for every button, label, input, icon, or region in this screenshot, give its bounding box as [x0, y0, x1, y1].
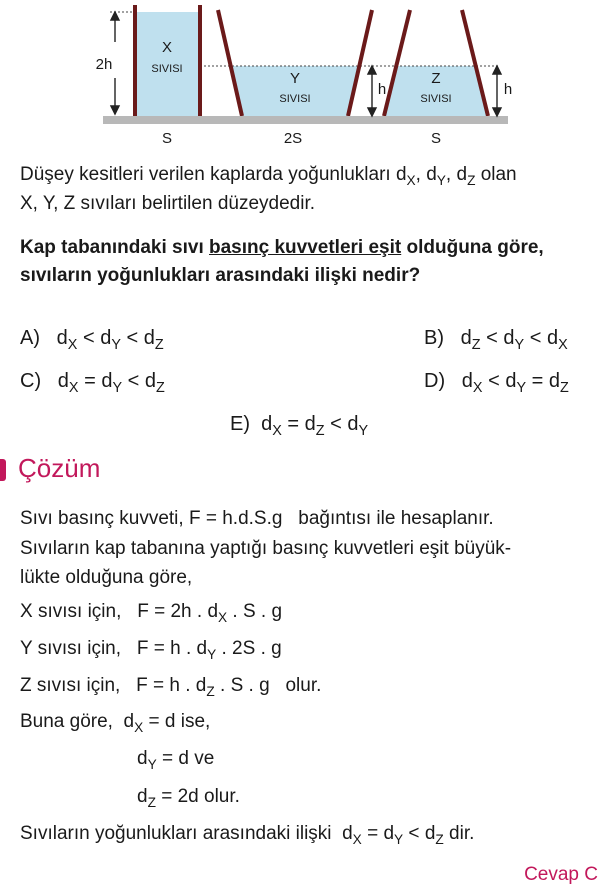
- solution-x-eq: X sıvısı için, F = 2h . $d_X$ . S . g: [20, 601, 283, 625]
- solution-z-eq: Z sıvısı için, F = h . $d_Z$ . S . g olur.: [20, 675, 322, 699]
- solution-dz: $d_Z = 2d$ olur.: [137, 786, 240, 810]
- y-container-right-wall: [348, 10, 372, 116]
- solution-y-eq: Y sıvısı için, F = h . $d_Y$ . 2S . g: [20, 638, 282, 662]
- base-z: S: [430, 130, 442, 147]
- x-liquid-word: SIVISI: [151, 63, 183, 75]
- solution-line1: Sıvı basınç kuvveti, F = h.d.S.g bağıntısı ile hesaplanır.: [20, 508, 494, 529]
- z-liquid-name: Z: [431, 70, 441, 87]
- label-h-z: h: [503, 81, 513, 98]
- y-container-left-wall: [218, 10, 242, 116]
- question-intro-line2: X, Y, Z sıvıları belirtilen düzeydedir.: [20, 193, 316, 214]
- solution-final: Sıvıların yoğunlukları arasındaki ilişki $d_X = d_Y < d_Z$ dir.: [20, 823, 475, 847]
- solution-line3: lükte olduğuna göre,: [20, 567, 193, 588]
- question-intro: Düşey kesitleri verilen kaplarda yoğunlukları $d_X$, $d_Y$, $d_Z$ olan: [20, 164, 517, 188]
- option-a[interactable]: A) $d_X < d_Y < d_Z$: [20, 327, 164, 354]
- containers-figure: [0, 0, 610, 150]
- y-liquid-name: Y: [289, 70, 301, 87]
- option-d[interactable]: D) $d_X < d_Y = d_Z$: [424, 370, 569, 397]
- y-liquid-word: SIVISI: [279, 93, 311, 105]
- x-liquid-name: X: [161, 39, 173, 56]
- question-prompt-line2: sıvıların yoğunlukları arasındaki ilişki nedir?: [20, 265, 421, 286]
- label-h-y: h: [377, 81, 387, 98]
- solution-marker: [0, 459, 6, 481]
- option-b[interactable]: B) $d_Z < d_Y < d_X$: [424, 327, 568, 354]
- base-x: S: [161, 130, 173, 147]
- base-y: 2S: [283, 130, 303, 147]
- solution-dy: $d_Y = d$ ve: [137, 748, 215, 772]
- option-e[interactable]: E) $d_X = d_Z < d_Y$: [230, 413, 369, 440]
- solution-line2: Sıvıların kap tabanına yaptığı basınç kuvvetleri eşit büyük-: [20, 538, 512, 559]
- ground: [103, 116, 508, 124]
- z-liquid-word: SIVISI: [420, 93, 452, 105]
- option-c[interactable]: C) $d_X = d_Y < d_Z$: [20, 370, 165, 397]
- solution-dx: Buna göre, $d_X = d$ ise,: [20, 711, 211, 735]
- solution-title: Çözüm: [18, 453, 101, 483]
- label-2h: 2h: [95, 56, 113, 73]
- question-prompt: Kap tabanındaki sıvı basınç kuvvetleri eşit olduğuna göre,: [20, 237, 544, 258]
- answer-label: Cevap C: [524, 864, 598, 885]
